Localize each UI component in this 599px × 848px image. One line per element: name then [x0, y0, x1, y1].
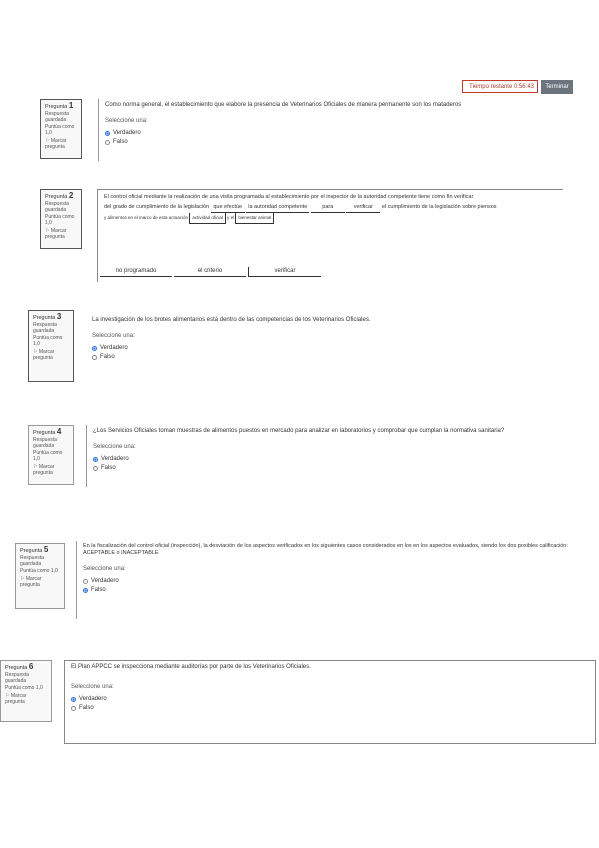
flag-question[interactable] — [33, 349, 69, 361]
radio-true[interactable] — [92, 346, 97, 351]
question-info-5 — [15, 543, 65, 609]
question-number — [5, 664, 47, 671]
option-label: Falso — [113, 139, 128, 145]
question-number — [45, 193, 77, 200]
time-remaining-label: Tiempo restante 0:56:43 — [469, 84, 534, 90]
radio-false[interactable] — [92, 355, 97, 360]
option-false[interactable] — [83, 586, 580, 595]
flag-question[interactable] — [20, 576, 60, 588]
cloze-line-3 — [104, 213, 557, 224]
question-number-value: 2 — [68, 191, 74, 200]
question-number-value: 6 — [28, 662, 34, 671]
option-label: Verdadero — [113, 130, 141, 136]
question-text: El Plan APPCC se inspecciona mediante auditorías por parte de los Veterinarios Oficiales. — [71, 664, 311, 670]
question-text: Como norma general, el establecimiento que elabore la presencia de Veterinarios Oficiales de manera permanente son los mataderos — [105, 102, 462, 108]
question-points: Puntúa como 1,0 — [33, 450, 63, 462]
question-number-value: 5 — [43, 545, 49, 554]
question-content-4 — [86, 425, 566, 487]
option-false[interactable] — [92, 353, 550, 362]
question-info-2 — [40, 189, 82, 249]
answer-prompt: Seleccione una: — [71, 684, 114, 690]
question-content-1 — [98, 99, 558, 161]
answer-prompt: Seleccione una: — [92, 333, 135, 339]
question-status: Respuesta guardada — [33, 322, 57, 334]
cloze-line-1: El control oficial mediante la realización de una visita programada al establecimiento por el inspector de la autoridad competente tiene como fin verificar — [104, 194, 474, 200]
question-content-5 — [76, 541, 586, 619]
question-number-value: 1 — [68, 101, 74, 110]
radio-false[interactable] — [71, 706, 76, 711]
option-label: Falso — [101, 465, 116, 471]
blank-1[interactable]: que efectúe — [211, 202, 245, 213]
cloze-text: el cumplimiento de la legislación sobre piensos — [381, 204, 497, 210]
question-number — [20, 547, 60, 554]
drag-item-1[interactable]: no programado — [100, 267, 172, 277]
question-number — [33, 314, 69, 321]
flag-label: Marcar pregunta — [5, 693, 27, 705]
blank-4[interactable]: verificar — [346, 202, 380, 213]
answer-prompt: Seleccione una: — [93, 444, 136, 450]
question-points: Puntúa como 1,0 — [33, 335, 63, 347]
radio-true[interactable] — [71, 697, 76, 702]
question-status: Respuesta guardada — [45, 111, 69, 123]
question-text: En la fiscalización del control oficial (inspección), la desviación de los aspectos verificados en los siguientes casos considerados en los en los aspectos evaluados, siendo los dos posibles calificación: ACEPTABLE o INACEPTABLE — [83, 543, 568, 556]
option-label: Verdadero — [100, 345, 128, 351]
question-points: Puntúa como 1,0 — [45, 124, 75, 136]
answer-prompt: Seleccione una: — [105, 118, 148, 124]
option-true[interactable] — [93, 455, 560, 464]
question-prefix: Pregunta — [45, 104, 68, 110]
option-label: Falso — [100, 354, 115, 360]
flag-icon: ⚐ — [20, 576, 25, 582]
cloze-text: y el — [227, 215, 235, 220]
option-label: Verdadero — [101, 456, 129, 462]
question-status: Respuesta guardada — [45, 201, 69, 213]
time-remaining — [462, 80, 538, 93]
question-prefix: Pregunta — [33, 315, 56, 321]
option-label: Falso — [91, 587, 106, 593]
question-info-4 — [28, 425, 74, 485]
question-prefix: Pregunta — [5, 665, 28, 671]
option-label: Verdadero — [79, 696, 107, 702]
question-number — [45, 103, 77, 110]
cloze-text: del grado de cumplimiento de la legislación — [104, 204, 210, 210]
flag-icon: ⚐ — [45, 138, 50, 144]
cloze-text: y alimentos en el marco de esta actuación — [104, 215, 189, 220]
flag-question[interactable] — [5, 693, 47, 705]
flag-label: Marcar pregunta — [45, 228, 67, 240]
question-prefix: Pregunta — [45, 194, 68, 200]
blank-3[interactable]: para — [311, 202, 345, 213]
question-status: Respuesta guardada — [20, 555, 44, 567]
question-text: La investigación de los brotes alimentarios está dentro de las competencias de los Veterinarios Oficiales. — [92, 317, 371, 323]
option-false[interactable] — [93, 464, 560, 473]
cloze-line-2 — [104, 202, 557, 213]
finish-button[interactable]: Terminar — [541, 80, 573, 94]
question-prefix: Pregunta — [20, 548, 43, 554]
blank-2[interactable]: la autoridad competente — [246, 202, 309, 213]
option-true[interactable] — [105, 129, 552, 138]
blank-5[interactable]: actividad oficial — [189, 213, 226, 224]
option-true[interactable] — [92, 344, 550, 353]
question-status: Respuesta guardada — [33, 437, 57, 449]
question-points: Puntúa como 1,0 — [45, 214, 75, 226]
drag-options — [100, 267, 321, 277]
option-false[interactable] — [71, 704, 589, 713]
flag-label: Marcar pregunta — [45, 138, 67, 150]
flag-question[interactable] — [45, 228, 77, 240]
option-false[interactable] — [105, 138, 552, 147]
option-true[interactable] — [83, 577, 580, 586]
option-label: Verdadero — [91, 578, 119, 584]
question-content-6 — [64, 660, 596, 744]
question-info-1 — [40, 99, 82, 159]
flag-question[interactable] — [33, 464, 69, 476]
question-info-6 — [0, 660, 52, 722]
question-status: Respuesta guardada — [5, 672, 29, 684]
radio-true[interactable] — [83, 579, 88, 584]
question-number-value: 4 — [56, 427, 62, 436]
radio-false[interactable] — [105, 140, 110, 145]
drag-item-2[interactable]: el criterio — [174, 267, 246, 277]
radio-false[interactable] — [93, 466, 98, 471]
drag-item-3[interactable]: verificar — [248, 267, 321, 277]
option-label: Falso — [79, 705, 94, 711]
question-number-value: 3 — [56, 312, 62, 321]
radio-true[interactable] — [105, 131, 110, 136]
question-content-3 — [86, 314, 556, 376]
flag-icon: ⚐ — [45, 228, 50, 234]
question-number — [33, 429, 69, 436]
flag-label: Marcar pregunta — [20, 576, 42, 588]
flag-icon: ⚐ — [33, 464, 38, 470]
answer-prompt: Seleccione una: — [83, 566, 126, 572]
question-text: ¿Los Servicios Oficiales toman muestras de alimentos puestos en mercado para analizar en laboratorios y comprobar que cumplan la normativa sanitaria? — [93, 428, 505, 434]
question-prefix: Pregunta — [33, 430, 56, 436]
flag-question[interactable] — [45, 138, 77, 150]
question-points: Puntúa como 1,0 — [20, 568, 58, 574]
option-true[interactable] — [71, 695, 589, 704]
flag-icon: ⚐ — [5, 693, 10, 699]
blank-6[interactable]: bienestar animal — [235, 213, 274, 224]
flag-label: Marcar pregunta — [33, 464, 55, 476]
radio-false[interactable] — [83, 588, 88, 593]
question-info-3 — [28, 310, 74, 382]
flag-label: Marcar pregunta — [33, 349, 55, 361]
radio-true[interactable] — [93, 457, 98, 462]
question-points: Puntúa como 1,0 — [5, 685, 43, 691]
flag-icon: ⚐ — [33, 349, 38, 355]
